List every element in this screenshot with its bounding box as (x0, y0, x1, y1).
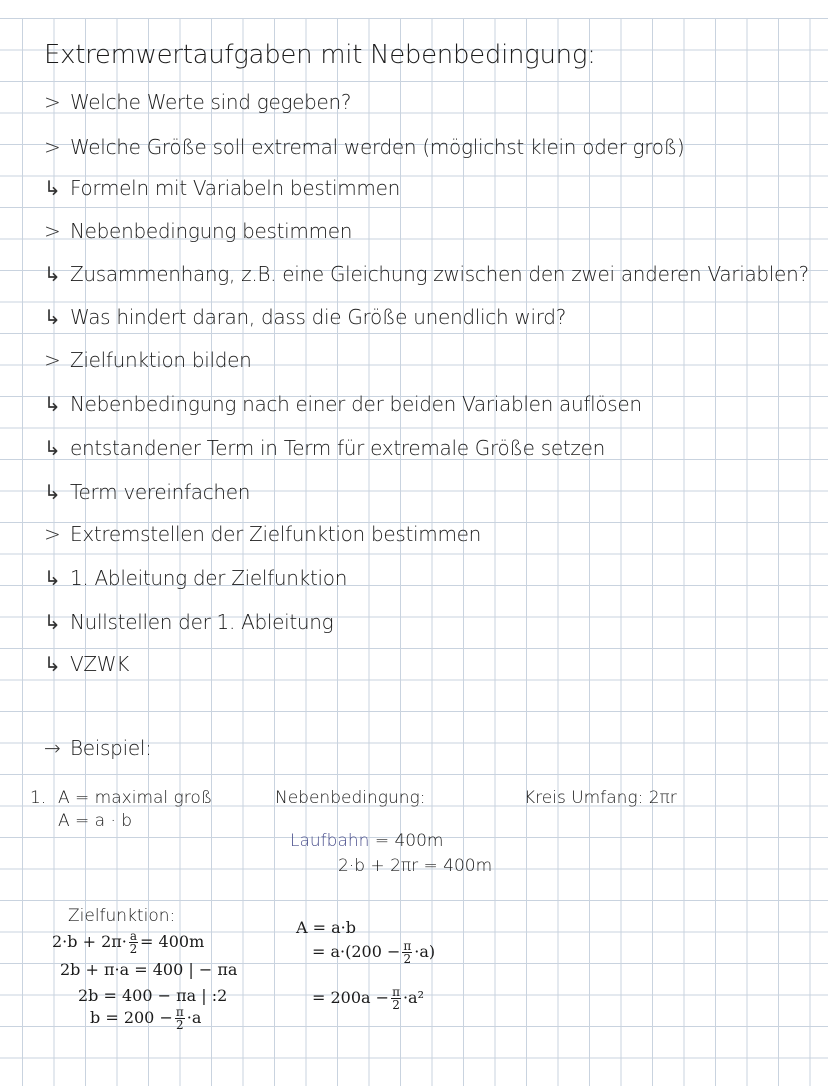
track-value: = 400m (374, 831, 444, 851)
step-marker: > (44, 522, 61, 546)
area-eq2-pre: = a·(200 − (312, 942, 401, 961)
step-marker: > (44, 219, 61, 243)
page-top-margin (0, 0, 828, 18)
track-equation: 2·b + 2πr = 400m (338, 856, 493, 876)
step-marker: ↳ (44, 436, 61, 460)
step-text: Zusammenhang, z.B. eine Gleichung zwischen den zwei anderen Variablen? (70, 262, 809, 286)
step-item (44, 436, 605, 460)
track-length-row (290, 831, 443, 851)
area-equation-1: A = a·b (296, 918, 356, 937)
step-marker: ↳ (44, 176, 61, 200)
step-text: VZWK (70, 652, 130, 676)
step-item (44, 219, 352, 243)
fraction (129, 930, 138, 955)
page-title: Extremwertaufgaben mit Nebenbedingung: (44, 40, 596, 70)
area-equation-3 (312, 986, 424, 1011)
target-equation-2: 2b + π·a = 400 | − πa (60, 960, 238, 979)
step-text: Zielfunktion bilden (70, 348, 252, 372)
step-item (44, 522, 481, 546)
step-marker: ↳ (44, 480, 61, 504)
fraction-numerator: π (403, 939, 412, 953)
step-marker: > (44, 90, 61, 114)
fraction-numerator: a (129, 929, 138, 943)
area-eq3-pre: = 200a − (312, 988, 390, 1007)
step-marker: > (44, 348, 61, 372)
example-heading: Beispiel: (70, 736, 152, 760)
step-text: Nullstellen der 1. Ableitung (70, 610, 334, 634)
step-item (44, 392, 642, 416)
target-eq1-post: = 400m (140, 932, 205, 951)
track-label: Laufbahn (290, 831, 370, 851)
fraction (402, 940, 412, 965)
step-text: Term vereinfachen (70, 480, 251, 504)
goal-statement: A = maximal groß (58, 788, 213, 808)
target-eq4-post: ·a (186, 1008, 202, 1027)
area-equation-2 (312, 940, 435, 965)
step-item (44, 90, 351, 114)
fraction-denominator: 2 (403, 952, 412, 966)
constraint-label: Nebenbedingung: (275, 788, 426, 808)
target-eq1-pre: 2·b + 2π· (52, 932, 127, 951)
step-item (44, 135, 684, 159)
target-equation-1 (52, 930, 204, 955)
step-text: entstandener Term in Term für extremale Größe setzen (70, 436, 605, 460)
step-item (44, 566, 347, 590)
area-eq2-post: ·a) (414, 942, 436, 961)
step-text: Welche Größe soll extremal werden (möglichst klein oder groß) (70, 135, 685, 159)
area-formula: A = a · b (58, 811, 133, 831)
step-marker: ↳ (44, 652, 61, 676)
step-marker: ↳ (44, 566, 61, 590)
step-marker: ↳ (44, 392, 61, 416)
step-text: Welche Werte sind gegeben? (70, 90, 352, 114)
step-marker: ↳ (44, 610, 61, 634)
step-item (44, 610, 333, 634)
step-text: Extremstellen der Zielfunktion bestimmen (70, 522, 482, 546)
fraction (391, 986, 401, 1011)
circle-circumference-label: Kreis Umfang: 2πr (524, 788, 677, 808)
step-marker: ↳ (44, 305, 61, 329)
fraction-numerator: π (175, 1005, 184, 1019)
step-text: Formeln mit Variabeln bestimmen (70, 176, 400, 200)
fraction-numerator: π (392, 985, 400, 999)
target-equation-4 (90, 1006, 201, 1031)
step-text: 1. Ableitung der Zielfunktion (70, 566, 348, 590)
target-eq4-pre: b = 200 − (90, 1008, 173, 1027)
step-text: Was hindert daran, dass die Größe unendlich wird? (70, 305, 567, 329)
step-text: Nebenbedingung nach einer der beiden Variablen auflösen (70, 392, 642, 416)
example-number: 1. (30, 788, 47, 808)
fraction-denominator: 2 (175, 1018, 184, 1032)
target-equation-3: 2b = 400 − πa | :2 (78, 986, 228, 1005)
fraction-denominator: 2 (392, 998, 400, 1012)
step-item (44, 305, 566, 329)
area-eq3-post: ·a² (402, 988, 424, 1007)
step-item (44, 262, 809, 286)
example-heading-row (44, 736, 152, 760)
step-text: Nebenbedingung bestimmen (70, 219, 353, 243)
fraction-denominator: 2 (129, 942, 138, 956)
step-marker: > (44, 135, 61, 159)
step-marker: ↳ (44, 262, 61, 286)
step-item (44, 176, 400, 200)
step-item (44, 480, 250, 504)
target-function-label: Zielfunktion: (68, 906, 176, 926)
fraction (175, 1006, 185, 1031)
arrow-right-icon: → (44, 736, 61, 760)
step-item (44, 652, 129, 676)
step-item (44, 348, 252, 372)
